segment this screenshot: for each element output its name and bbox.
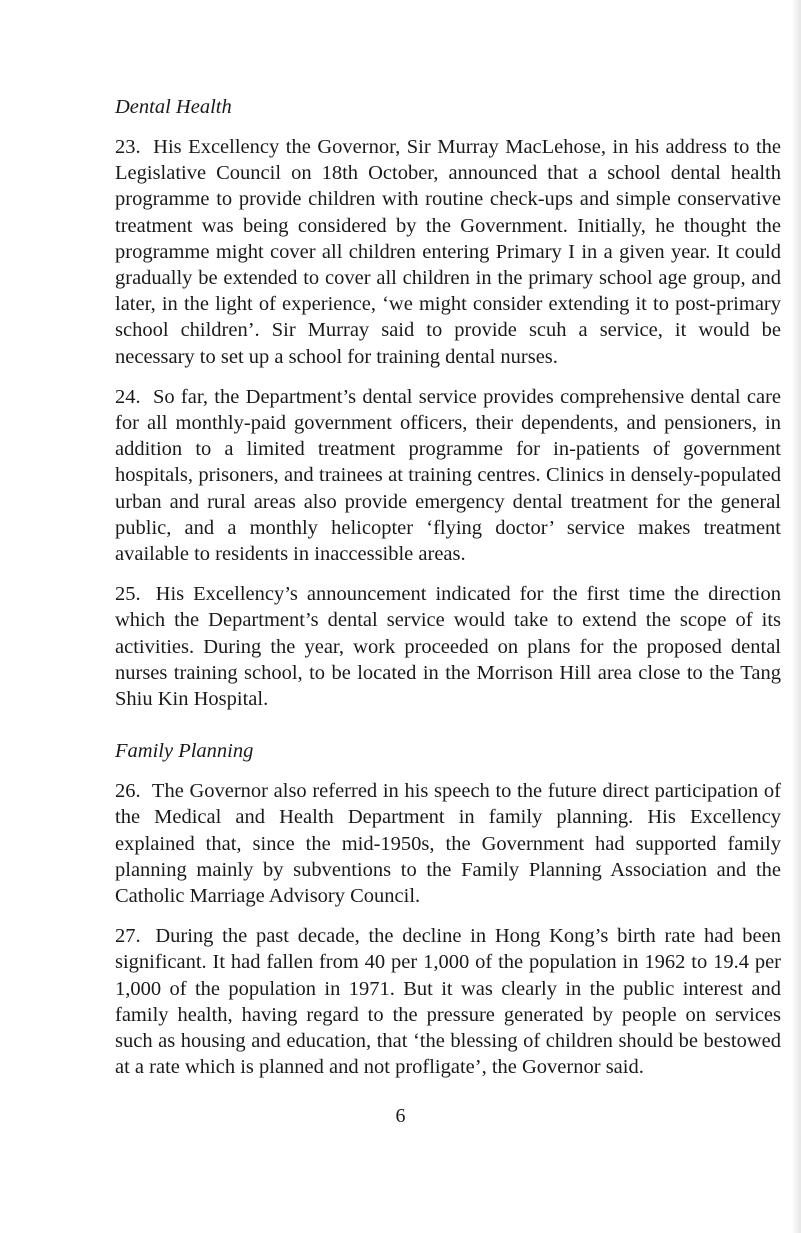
page-number: 6 <box>395 1105 406 1127</box>
paragraph-24 <box>115 384 781 567</box>
paragraph-number: 23. <box>115 136 141 158</box>
scan-edge-shadow <box>791 0 801 1233</box>
paragraph-text: His Excellency the Governor, Sir Murray MacLehose, in his address to the Legislative Council on 18th October, announced that a school dental health programme to provide children with routine check-ups and simple conservative treatment was being considered by the Government. Initially, he thought the programme might cover all children entering Primary I in a given year. It could gradually be extended to cover all children in the primary school age group, and later, in the light of experience, ‘we might consider extending it to post-primary school children’. Sir Murray said to provide scuh a service, it would be necessary to set up a school for training dental nurses. <box>115 136 782 368</box>
paragraph-number: 25. <box>115 583 141 606</box>
paragraph-number: 27. <box>115 925 141 948</box>
paragraph-text: So far, the Department’s dental service provides comprehensive dental care for all monthly-paid government officers, their dependents, and pensioners, in addition to a limited treatment programme for in-patients of government hospitals, prisoners, and trainees at training centres. Clinics in densely-populated urban and rural areas also provide emergency dental treatment for the general public, and a monthly helicopter ‘flying doctor’ service makes treatment available to residents in inaccessible areas. <box>115 385 782 566</box>
paragraph-25 <box>115 581 781 712</box>
paragraph-number: 24. <box>115 385 141 408</box>
paragraph-number: 26. <box>115 780 141 803</box>
paragraph-26 <box>115 778 781 909</box>
paragraph-text: During the past decade, the decline in Hong Kong’s birth rate had been significant. It had fallen from 40 per 1,000 of the population in 1962 to 19.4 per 1,000 of the population in 1971. But it was clearly in the public interest and family health, having regard to the pressure generated by people on services such as housing and education, that ‘the blessing of children should be bestowed at a rate which is planned and not profligate’, the Governor said. <box>115 925 782 1079</box>
page-content <box>115 94 781 1095</box>
paragraph-27 <box>115 923 781 1080</box>
paragraph-text: His Excellency’s announcement indicated for the first time the direction which the Department’s dental service would take to extend the scope of its activities. During the year, work proceeded on plans for the proposed dental nurses training school, to be located in the Morrison Hill area close to the Tang Shiu Kin Hospital. <box>115 583 782 711</box>
paragraph-text: The Governor also referred in his speech to the future direct participation of the Medical and Health Department in family planning. His Excellency explained that, since the mid-1950s, the Government had supported family planning mainly by subventions to the Family Planning Association and the Catholic Marriage Advisory Council. <box>115 780 781 908</box>
section-heading-dental-health: Dental Health <box>115 96 232 118</box>
section-heading-family-planning: Family Planning <box>115 740 254 763</box>
paragraph-23 <box>115 134 781 370</box>
